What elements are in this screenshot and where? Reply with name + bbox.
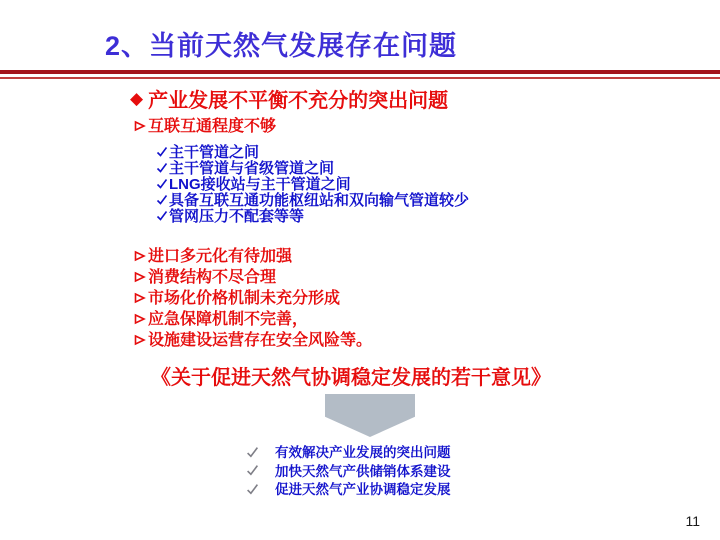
list-item-text: 主干管道与省级管道之间 <box>169 159 335 177</box>
page-number: 11 <box>685 513 700 529</box>
outcomes-list <box>246 442 451 498</box>
list-item <box>246 442 451 461</box>
subtopic-heading-text: 互联互通程度不够 <box>148 118 277 135</box>
arrow-bullet-icon <box>134 271 146 283</box>
diamond-bullet-icon: ◆ <box>130 88 144 108</box>
issues-list <box>134 244 372 349</box>
list-item-text: 具备互联互通功能枢纽站和双向输气管道较少 <box>169 191 470 209</box>
list-item <box>134 328 372 349</box>
down-arrow-icon <box>325 394 415 437</box>
check-icon <box>156 210 168 222</box>
list-item <box>134 307 372 328</box>
slide-title: 2、当前天然气发展存在问题 <box>105 31 458 61</box>
list-item <box>246 461 451 480</box>
subtopic-heading <box>134 113 276 136</box>
arrow-bullet-icon <box>134 120 146 132</box>
list-item <box>134 265 372 286</box>
arrow-bullet-icon <box>134 313 146 325</box>
check-icon <box>246 446 259 459</box>
list-item <box>134 244 372 265</box>
list-item-text: 进口多元化有待加强 <box>148 248 293 265</box>
list-item-text: 设施建设运营存在安全风险等。 <box>148 332 373 349</box>
list-item-text: 消费结构不尽合理 <box>148 269 277 286</box>
interconnection-list <box>156 143 469 223</box>
check-icon <box>156 162 168 174</box>
list-item-text: 应急保障机制不完善， <box>148 311 309 328</box>
check-icon <box>246 464 259 477</box>
section-heading <box>130 84 448 113</box>
check-icon <box>156 146 168 158</box>
arrow-bullet-icon <box>134 292 146 304</box>
list-item-text: 促进天然气产业协调稳定发展 <box>275 482 451 498</box>
arrow-bullet-icon <box>134 334 146 346</box>
list-item-text: 市场化价格机制未充分形成 <box>148 290 341 307</box>
list-item-text: 有效解决产业发展的突出问题 <box>275 445 451 461</box>
policy-document-title: 《关于促进天然气协调稳定发展的若干意见》 <box>151 367 551 389</box>
check-icon <box>246 483 259 496</box>
list-item <box>134 286 372 307</box>
divider-line-bottom <box>0 77 720 79</box>
list-item-text: 管网压力不配套等等 <box>169 207 305 225</box>
check-icon <box>156 178 168 190</box>
check-icon <box>156 194 168 206</box>
list-item-text: 加快天然气产供储销体系建设 <box>275 463 451 479</box>
section-heading-text: 产业发展不平衡不充分的突出问题 <box>148 90 449 112</box>
list-item-text: 主干管道之间 <box>169 143 260 161</box>
list-item-text: LNG接收站与主干管道之间 <box>169 175 351 193</box>
divider-line-top <box>0 70 720 74</box>
list-item <box>246 479 451 498</box>
arrow-bullet-icon <box>134 250 146 262</box>
